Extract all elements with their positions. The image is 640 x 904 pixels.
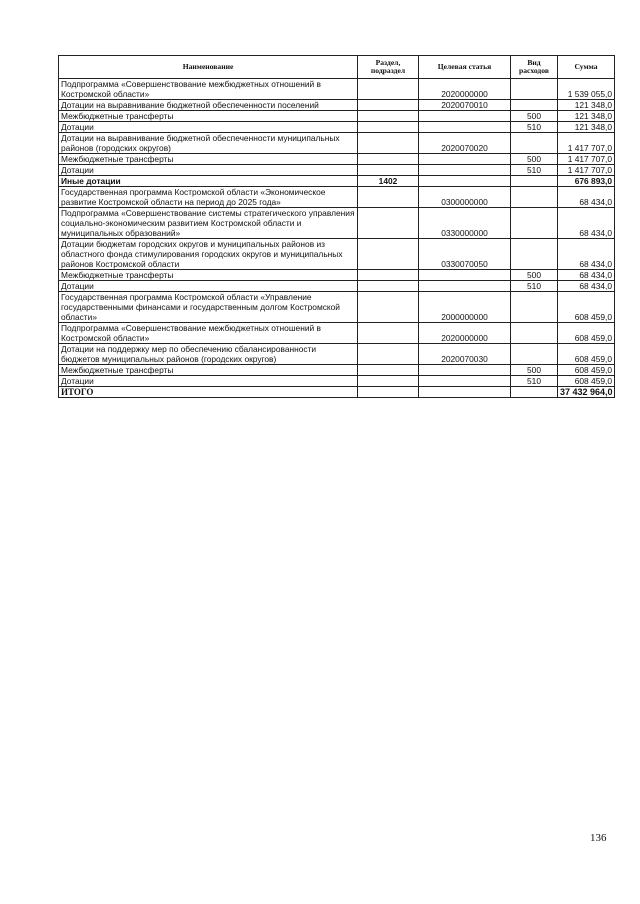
header-target: Целевая статья [419,56,511,79]
cell-sum: 68 434,0 [558,187,615,208]
table-header-row [59,56,615,79]
cell-expense [511,239,558,270]
cell-name: Межбюджетные трансферты [59,154,358,165]
table-row [59,323,615,344]
cell-name: Межбюджетные трансферты [59,270,358,281]
cell-name: Дотации [59,122,358,133]
cell-section [358,344,419,365]
table-row [59,365,615,376]
cell-expense [511,133,558,154]
cell-name: Дотации на выравнивание бюджетной обеспеченности муниципальных районов (городских округов) [59,133,358,154]
cell-expense [511,292,558,323]
cell-target [419,165,511,176]
cell-sum: 1 417 707,0 [558,133,615,154]
cell-sum: 68 434,0 [558,281,615,292]
cell-expense: 500 [511,154,558,165]
cell-expense [511,323,558,344]
table-body [59,79,615,398]
cell-target: 0330070050 [419,239,511,270]
cell-name: Дотации [59,376,358,387]
cell-sum: 608 459,0 [558,365,615,376]
table-row [59,270,615,281]
cell-sum: 1 539 055,0 [558,79,615,100]
cell-section [358,100,419,111]
cell-expense: 500 [511,365,558,376]
cell-section [358,154,419,165]
cell-target: 0330000000 [419,208,511,239]
table-row [59,376,615,387]
cell-section [358,376,419,387]
cell-sum: 121 348,0 [558,122,615,133]
cell-name: Дотации [59,165,358,176]
cell-sum: 608 459,0 [558,323,615,344]
total-cell-section [358,387,419,398]
cell-sum: 676 893,0 [558,176,615,187]
table-row [59,239,615,270]
cell-expense: 510 [511,165,558,176]
total-cell-sum: 37 432 964,0 [558,387,615,398]
cell-expense [511,100,558,111]
cell-target [419,154,511,165]
cell-expense: 500 [511,270,558,281]
table-row [59,133,615,154]
cell-section: 1402 [358,176,419,187]
cell-name: Подпрограмма «Совершенствование межбюджетных отношений в Костромской области» [59,79,358,100]
cell-sum: 1 417 707,0 [558,154,615,165]
cell-expense [511,79,558,100]
table-row [59,281,615,292]
cell-expense: 510 [511,122,558,133]
cell-target [419,176,511,187]
header-sum: Сумма [558,56,615,79]
cell-section [358,133,419,154]
cell-name: Подпрограмма «Совершенствование системы стратегического управления социально-экономическим развитием Костромской области и муниципальных образований» [59,208,358,239]
cell-expense [511,176,558,187]
cell-name: Государственная программа Костромской области «Управление государственными финансами и государственным долгом Костромской области» [59,292,358,323]
cell-sum: 68 434,0 [558,239,615,270]
cell-expense: 510 [511,376,558,387]
cell-sum: 1 417 707,0 [558,165,615,176]
cell-sum: 121 348,0 [558,100,615,111]
table-row [59,111,615,122]
budget-table [58,55,615,398]
header-section: Раздел, подраздел [358,56,419,79]
table-row [59,154,615,165]
table-row [59,79,615,100]
cell-expense: 510 [511,281,558,292]
cell-sum: 608 459,0 [558,376,615,387]
cell-sum: 608 459,0 [558,292,615,323]
cell-section [358,281,419,292]
cell-sum: 68 434,0 [558,208,615,239]
cell-target [419,376,511,387]
cell-target: 0300000000 [419,187,511,208]
table-row [59,344,615,365]
cell-expense: 500 [511,111,558,122]
cell-target [419,111,511,122]
cell-section [358,111,419,122]
cell-name: Дотации на поддержку мер по обеспечению сбалансированности бюджетов муниципальных районов (городских округов) [59,344,358,365]
cell-section [358,79,419,100]
table-row [59,292,615,323]
header-expense: Вид расходов [511,56,558,79]
cell-target: 2020070010 [419,100,511,111]
cell-name: Межбюджетные трансферты [59,365,358,376]
cell-name: Государственная программа Костромской области «Экономическое развитие Костромской области на период до 2025 года» [59,187,358,208]
table-row [59,187,615,208]
cell-section [358,270,419,281]
total-row [59,387,615,398]
total-cell-name: ИТОГО [59,387,358,398]
cell-name: Дотации [59,281,358,292]
cell-name: Дотации на выравнивание бюджетной обеспеченности поселений [59,100,358,111]
table-row [59,122,615,133]
cell-target: 2020000000 [419,323,511,344]
cell-expense [511,187,558,208]
cell-section [358,208,419,239]
cell-section [358,365,419,376]
cell-target: 2020000000 [419,79,511,100]
cell-sum: 121 348,0 [558,111,615,122]
cell-sum: 608 459,0 [558,344,615,365]
page-number: 136 [590,832,607,844]
cell-section [358,323,419,344]
total-cell-target [419,387,511,398]
cell-target: 2020070030 [419,344,511,365]
cell-expense [511,344,558,365]
cell-target [419,122,511,133]
cell-name: Межбюджетные трансферты [59,111,358,122]
cell-section [358,292,419,323]
cell-target [419,270,511,281]
table-row [59,100,615,111]
table-row [59,208,615,239]
cell-target [419,365,511,376]
cell-section [358,165,419,176]
cell-section [358,187,419,208]
table-row [59,176,615,187]
cell-section [358,239,419,270]
cell-target [419,281,511,292]
cell-name: Иные дотации [59,176,358,187]
cell-name: Подпрограмма «Совершенствование межбюджетных отношений в Костромской области» [59,323,358,344]
total-cell-expense [511,387,558,398]
cell-target: 2000000000 [419,292,511,323]
cell-sum: 68 434,0 [558,270,615,281]
cell-name: Дотации бюджетам городских округов и муниципальных районов из областного фонда стимулирования городских округов и муниципальных районов Костромской области [59,239,358,270]
header-name: Наименование [59,56,358,79]
cell-expense [511,208,558,239]
cell-target: 2020070020 [419,133,511,154]
table-row [59,165,615,176]
cell-section [358,122,419,133]
